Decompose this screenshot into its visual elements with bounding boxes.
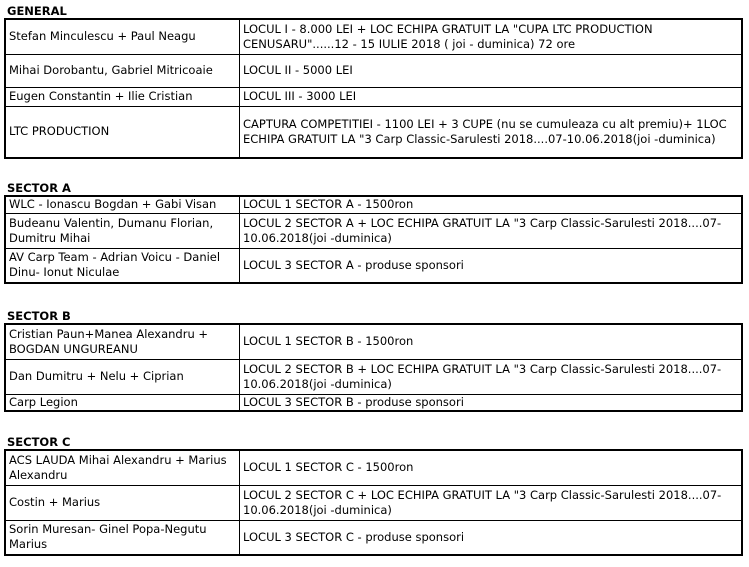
table-row bbox=[5, 196, 742, 213]
team-name: ACS LAUDA Mihai Alexandru + Marius Alexandru bbox=[5, 450, 240, 485]
table-row bbox=[5, 106, 742, 158]
table-row bbox=[5, 213, 742, 248]
prize-text: LOCUL III - 3000 LEI bbox=[240, 87, 743, 106]
prize-text: LOCUL I - 8.000 LEI + LOC ECHIPA GRATUIT LA "CUPA LTC PRODUCTION CENUSARU"......12 - 15 IULIE 2018 ( joi - duminica) 72 ore bbox=[240, 19, 743, 54]
section-title: SECTOR C bbox=[7, 435, 71, 449]
prize-text: LOCUL 2 SECTOR A + LOC ECHIPA GRATUIT LA "3 Carp Classic-Sarulesti 2018....07-10.06.2018(joi -duminica) bbox=[240, 213, 743, 248]
table-row bbox=[5, 248, 742, 283]
prize-text: LOCUL 3 SECTOR B - produse sponsori bbox=[240, 394, 743, 411]
team-name: Cristian Paun+Manea Alexandru + BOGDAN UNGUREANU bbox=[5, 324, 240, 359]
prize-text: LOCUL 1 SECTOR C - 1500ron bbox=[240, 450, 743, 485]
results-table bbox=[4, 323, 743, 412]
results-table bbox=[4, 18, 743, 159]
team-name: Dan Dumitru + Nelu + Ciprian bbox=[5, 359, 240, 394]
prize-text: LOCUL 1 SECTOR B - 1500ron bbox=[240, 324, 743, 359]
team-name: Mihai Dorobantu, Gabriel Mitricoaie bbox=[5, 54, 240, 87]
section-sector-b bbox=[4, 309, 740, 412]
table-row bbox=[5, 394, 742, 411]
section-title: SECTOR A bbox=[7, 181, 71, 195]
table-row bbox=[5, 450, 742, 485]
prize-text: LOCUL II - 5000 LEI bbox=[240, 54, 743, 87]
table-row bbox=[5, 87, 742, 106]
team-name: Budeanu Valentin, Dumanu Florian, Dumitru Mihai bbox=[5, 213, 240, 248]
team-name: Costin + Marius bbox=[5, 485, 240, 520]
table-row bbox=[5, 324, 742, 359]
table-row bbox=[5, 54, 742, 87]
results-table bbox=[4, 195, 743, 284]
team-name: Carp Legion bbox=[5, 394, 240, 411]
results-table bbox=[4, 449, 743, 556]
table-row bbox=[5, 19, 742, 54]
prize-text: CAPTURA COMPETITIEI - 1100 LEI + 3 CUPE (nu se cumuleaza cu alt premiu)+ 1LOC ECHIPA GRATUIT LA "3 Carp Classic-Sarulesti 2018....07-10.06.2018(joi -duminica) bbox=[240, 106, 743, 158]
table-row bbox=[5, 520, 742, 555]
table-row bbox=[5, 359, 742, 394]
team-name: Eugen Constantin + Ilie Cristian bbox=[5, 87, 240, 106]
prize-text: LOCUL 2 SECTOR C + LOC ECHIPA GRATUIT LA "3 Carp Classic-Sarulesti 2018....07-10.06.2018(joi -duminica) bbox=[240, 485, 743, 520]
section-title: GENERAL bbox=[7, 4, 67, 18]
prize-text: LOCUL 1 SECTOR A - 1500ron bbox=[240, 196, 743, 213]
prize-text: LOCUL 2 SECTOR B + LOC ECHIPA GRATUIT LA "3 Carp Classic-Sarulesti 2018....07-10.06.2018(joi -duminica) bbox=[240, 359, 743, 394]
team-name: Sorin Muresan- Ginel Popa-Negutu Marius bbox=[5, 520, 240, 555]
section-sector-a bbox=[4, 181, 740, 284]
team-name: AV Carp Team - Adrian Voicu - Daniel Dinu- Ionut Niculae bbox=[5, 248, 240, 283]
table-row bbox=[5, 485, 742, 520]
section-sector-c bbox=[4, 435, 740, 556]
prize-text: LOCUL 3 SECTOR A - produse sponsori bbox=[240, 248, 743, 283]
prize-text: LOCUL 3 SECTOR C - produse sponsori bbox=[240, 520, 743, 555]
section-general bbox=[4, 4, 740, 159]
team-name: LTC PRODUCTION bbox=[5, 106, 240, 158]
section-title: SECTOR B bbox=[7, 309, 71, 323]
team-name: WLC - Ionascu Bogdan + Gabi Visan bbox=[5, 196, 240, 213]
team-name: Stefan Minculescu + Paul Neagu bbox=[5, 19, 240, 54]
